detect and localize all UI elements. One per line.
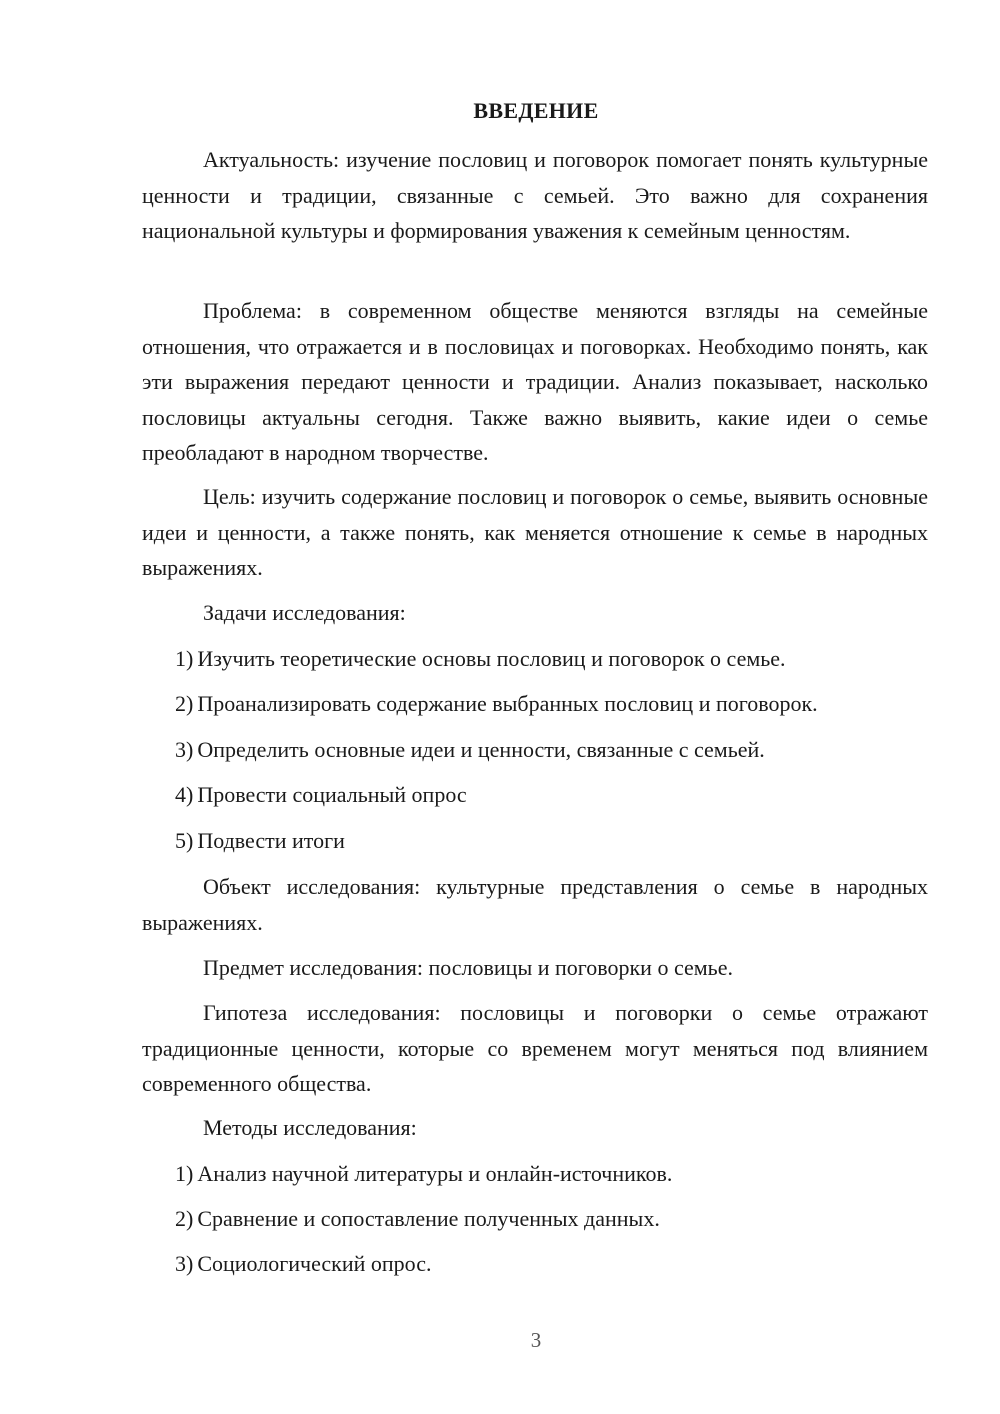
paragraph-hypothesis: Гипотеза исследования: пословицы и поговорки о семье отражают традиционные ценности, которые со временем могут меняться под влиянием современного общества. [142, 1000, 928, 1096]
list-number: 2) [175, 691, 194, 716]
task-item-4 [175, 777, 935, 813]
list-item-text: Социологический опрос. [197, 1251, 432, 1276]
paragraph-subject: Предмет исследования: пословицы и поговорки о семье. [203, 955, 733, 980]
task-item-2 [175, 686, 935, 722]
list-item-text: Сравнение и сопоставление полученных данных. [197, 1206, 660, 1231]
list-item-text: Провести социальный опрос [197, 782, 467, 807]
task-item-3 [175, 732, 935, 768]
list-item-text: Изучить теоретические основы пословиц и поговорок о семье. [197, 646, 786, 671]
list-item-text: Подвести итоги [197, 828, 345, 853]
task-item-5 [175, 823, 935, 859]
task-item-1 [175, 641, 935, 677]
list-number: 1) [175, 646, 194, 671]
list-item-text: Анализ научной литературы и онлайн-источников. [197, 1161, 673, 1186]
list-number: 5) [175, 828, 194, 853]
method-item-2 [175, 1201, 935, 1237]
methods-heading: Методы исследования: [203, 1115, 417, 1140]
paragraph-problem: Проблема: в современном обществе меняются взгляды на семейные отношения, что отражается и в пословицах и поговорках. Необходимо понять, как эти выражения передают ценности и традиции. Анализ показывает, насколько пословицы актуальны сегодня. Также важно выявить, какие идеи о семье преобладают в народном творчестве. [142, 298, 928, 465]
page-number: 3 [530, 1328, 542, 1352]
page-title: ВВЕДЕНИЕ [473, 98, 599, 123]
list-number: 4) [175, 782, 194, 807]
list-item-text: Проанализировать содержание выбранных пословиц и поговорок. [197, 691, 818, 716]
paragraph-goal: Цель: изучить содержание пословиц и поговорок о семье, выявить основные идеи и ценности, а также понять, как меняется отношение к семье в народных выражениях. [142, 484, 928, 580]
list-number: 3) [175, 1251, 194, 1276]
method-item-1 [175, 1156, 935, 1192]
list-number: 1) [175, 1161, 194, 1186]
list-item-text: Определить основные идеи и ценности, связанные с семьей. [197, 737, 765, 762]
paragraph-relevance: Актуальность: изучение пословиц и поговорок помогает понять культурные ценности и традиции, связанные с семьей. Это важно для сохранения национальной культуры и формирования уважения к семейным ценностям. [142, 147, 928, 243]
list-number: 3) [175, 737, 194, 762]
tasks-heading: Задачи исследования: [203, 600, 406, 625]
list-number: 2) [175, 1206, 194, 1231]
paragraph-object: Объект исследования: культурные представления о семье в народных выражениях. [142, 874, 928, 935]
method-item-3 [175, 1246, 935, 1282]
